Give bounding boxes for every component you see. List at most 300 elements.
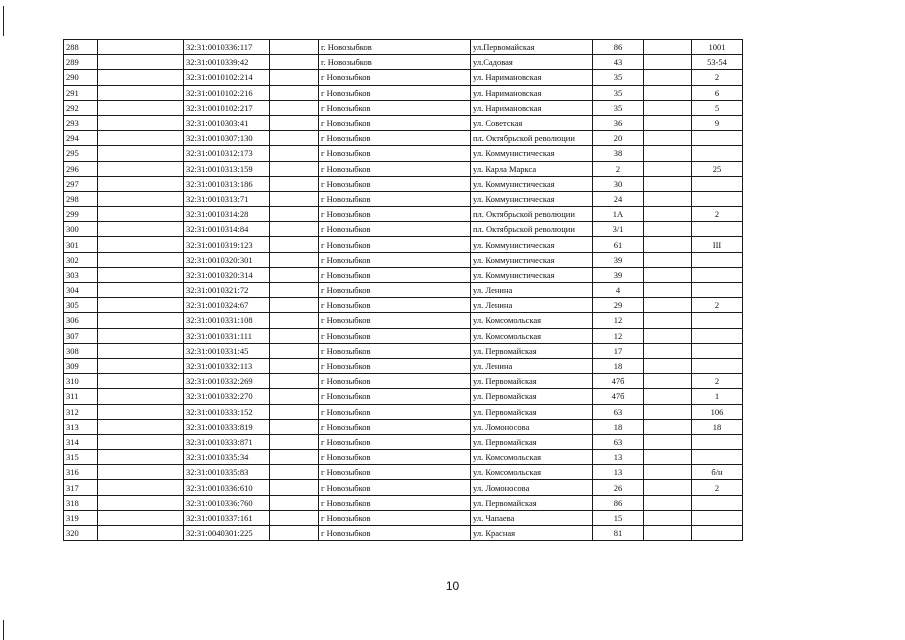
empty-cell: [98, 55, 184, 70]
table-row: [64, 419, 743, 434]
house-number-cell: 4: [593, 283, 644, 298]
house-number-cell: 35: [593, 70, 644, 85]
table-row: [64, 40, 743, 55]
city-cell: г Новозыбков: [319, 237, 471, 252]
apartment-cell: [692, 313, 743, 328]
scan-margin-mark-bottom: [3, 620, 4, 640]
empty-cell: [644, 389, 692, 404]
empty-cell: [644, 191, 692, 206]
city-cell: г. Новозыбков: [319, 55, 471, 70]
empty-cell: [644, 495, 692, 510]
row-number-cell: 317: [64, 480, 98, 495]
street-cell: ул. Коммунистическая: [471, 237, 593, 252]
house-number-cell: 39: [593, 267, 644, 282]
apartment-cell: [692, 358, 743, 373]
empty-cell: [98, 465, 184, 480]
row-number-cell: 297: [64, 176, 98, 191]
empty-cell: [270, 207, 319, 222]
empty-cell: [644, 161, 692, 176]
page-number: 10: [445, 579, 460, 593]
apartment-cell: [692, 343, 743, 358]
apartment-cell: [692, 191, 743, 206]
empty-cell: [644, 374, 692, 389]
house-number-cell: 86: [593, 495, 644, 510]
empty-cell: [98, 100, 184, 115]
empty-cell: [270, 70, 319, 85]
apartment-cell: III: [692, 237, 743, 252]
apartment-cell: 53-54: [692, 55, 743, 70]
empty-cell: [270, 222, 319, 237]
apartment-cell: [692, 252, 743, 267]
row-number-cell: 301: [64, 237, 98, 252]
empty-cell: [270, 283, 319, 298]
empty-cell: [270, 237, 319, 252]
table-body: [64, 40, 743, 541]
cadastral-number-cell: 32:31:0010333:152: [184, 404, 270, 419]
street-cell: пл. Октябрьской революции: [471, 131, 593, 146]
row-number-cell: 315: [64, 450, 98, 465]
empty-cell: [270, 374, 319, 389]
table-row: [64, 510, 743, 525]
table-row: [64, 237, 743, 252]
row-number-cell: 318: [64, 495, 98, 510]
city-cell: г Новозыбков: [319, 161, 471, 176]
empty-cell: [644, 480, 692, 495]
scan-margin-mark-top: [3, 6, 4, 36]
house-number-cell: 29: [593, 298, 644, 313]
house-number-cell: 47б: [593, 374, 644, 389]
empty-cell: [270, 131, 319, 146]
apartment-cell: [692, 146, 743, 161]
row-number-cell: 296: [64, 161, 98, 176]
empty-cell: [270, 115, 319, 130]
street-cell: ул. Первомайская: [471, 495, 593, 510]
empty-cell: [644, 298, 692, 313]
cadastral-number-cell: 32:31:0010333:871: [184, 434, 270, 449]
cadastral-number-cell: 32:31:0010314:28: [184, 207, 270, 222]
empty-cell: [644, 85, 692, 100]
city-cell: г Новозыбков: [319, 480, 471, 495]
row-number-cell: 320: [64, 526, 98, 541]
street-cell: ул. Красная: [471, 526, 593, 541]
house-number-cell: 81: [593, 526, 644, 541]
street-cell: пл. Октябрьской революции: [471, 222, 593, 237]
cadastral-number-cell: 32:31:0010324:67: [184, 298, 270, 313]
row-number-cell: 293: [64, 115, 98, 130]
empty-cell: [270, 434, 319, 449]
cadastral-number-cell: 32:31:0010102:216: [184, 85, 270, 100]
empty-cell: [270, 480, 319, 495]
house-number-cell: 36: [593, 115, 644, 130]
apartment-cell: 2: [692, 480, 743, 495]
city-cell: г Новозыбков: [319, 419, 471, 434]
apartment-cell: [692, 495, 743, 510]
street-cell: ул. Комсомольская: [471, 313, 593, 328]
cadastral-number-cell: 32:31:0010102:214: [184, 70, 270, 85]
city-cell: г Новозыбков: [319, 450, 471, 465]
table-row: [64, 70, 743, 85]
cadastral-number-cell: 32:31:0010331:45: [184, 343, 270, 358]
row-number-cell: 291: [64, 85, 98, 100]
cadastral-number-cell: 32:31:0010102:217: [184, 100, 270, 115]
cadastral-number-cell: 32:31:0010336:610: [184, 480, 270, 495]
empty-cell: [98, 495, 184, 510]
city-cell: г. Новозыбков: [319, 40, 471, 55]
house-number-cell: 13: [593, 450, 644, 465]
cadastral-number-cell: 32:31:0010336:117: [184, 40, 270, 55]
empty-cell: [270, 100, 319, 115]
empty-cell: [270, 252, 319, 267]
street-cell: ул. Чапаева: [471, 510, 593, 525]
empty-cell: [270, 450, 319, 465]
empty-cell: [270, 404, 319, 419]
cadastral-number-cell: 32:31:0010331:108: [184, 313, 270, 328]
table-row: [64, 115, 743, 130]
house-number-cell: 26: [593, 480, 644, 495]
empty-cell: [644, 176, 692, 191]
apartment-cell: 2: [692, 70, 743, 85]
cadastral-number-cell: 32:31:0010319:123: [184, 237, 270, 252]
row-number-cell: 304: [64, 283, 98, 298]
empty-cell: [270, 267, 319, 282]
street-cell: ул. Наримановская: [471, 70, 593, 85]
row-number-cell: 319: [64, 510, 98, 525]
empty-cell: [98, 419, 184, 434]
empty-cell: [270, 176, 319, 191]
city-cell: г Новозыбков: [319, 510, 471, 525]
empty-cell: [644, 222, 692, 237]
city-cell: г Новозыбков: [319, 526, 471, 541]
street-cell: ул. Ленина: [471, 298, 593, 313]
table-row: [64, 526, 743, 541]
street-cell: ул. Ломоносова: [471, 480, 593, 495]
city-cell: г Новозыбков: [319, 176, 471, 191]
house-number-cell: 47б: [593, 389, 644, 404]
table-row: [64, 267, 743, 282]
empty-cell: [644, 283, 692, 298]
apartment-cell: 2: [692, 374, 743, 389]
house-number-cell: 35: [593, 85, 644, 100]
empty-cell: [270, 85, 319, 100]
row-number-cell: 303: [64, 267, 98, 282]
cadastral-number-cell: 32:31:0010313:71: [184, 191, 270, 206]
empty-cell: [98, 131, 184, 146]
city-cell: г Новозыбков: [319, 313, 471, 328]
apartment-cell: [692, 328, 743, 343]
street-cell: ул. Ломоносова: [471, 419, 593, 434]
row-number-cell: 294: [64, 131, 98, 146]
row-number-cell: 299: [64, 207, 98, 222]
empty-cell: [270, 146, 319, 161]
row-number-cell: 298: [64, 191, 98, 206]
street-cell: ул. Наримановская: [471, 85, 593, 100]
empty-cell: [270, 298, 319, 313]
row-number-cell: 310: [64, 374, 98, 389]
city-cell: г Новозыбков: [319, 298, 471, 313]
row-number-cell: 311: [64, 389, 98, 404]
table-row: [64, 343, 743, 358]
row-number-cell: 288: [64, 40, 98, 55]
table-row: [64, 298, 743, 313]
city-cell: г Новозыбков: [319, 343, 471, 358]
apartment-cell: [692, 222, 743, 237]
apartment-cell: [692, 283, 743, 298]
row-number-cell: 305: [64, 298, 98, 313]
empty-cell: [644, 450, 692, 465]
street-cell: ул. Первомайская: [471, 343, 593, 358]
house-number-cell: 2: [593, 161, 644, 176]
street-cell: ул. Коммунистическая: [471, 191, 593, 206]
house-number-cell: 39: [593, 252, 644, 267]
table-row: [64, 191, 743, 206]
empty-cell: [644, 55, 692, 70]
street-cell: ул. Ленина: [471, 358, 593, 373]
street-cell: ул. Комсомольская: [471, 465, 593, 480]
table-row: [64, 146, 743, 161]
city-cell: г Новозыбков: [319, 283, 471, 298]
city-cell: г Новозыбков: [319, 115, 471, 130]
table-row: [64, 465, 743, 480]
table-row: [64, 176, 743, 191]
street-cell: ул. Коммунистическая: [471, 267, 593, 282]
empty-cell: [98, 222, 184, 237]
empty-cell: [644, 267, 692, 282]
empty-cell: [98, 40, 184, 55]
empty-cell: [98, 115, 184, 130]
empty-cell: [644, 313, 692, 328]
apartment-cell: [692, 267, 743, 282]
empty-cell: [644, 526, 692, 541]
empty-cell: [98, 450, 184, 465]
empty-cell: [270, 191, 319, 206]
empty-cell: [644, 237, 692, 252]
table-row: [64, 374, 743, 389]
cadastral-number-cell: 32:31:0010313:159: [184, 161, 270, 176]
row-number-cell: 316: [64, 465, 98, 480]
apartment-cell: 1001: [692, 40, 743, 55]
house-number-cell: 35: [593, 100, 644, 115]
empty-cell: [270, 419, 319, 434]
cadastral-number-cell: 32:31:0010332:270: [184, 389, 270, 404]
row-number-cell: 300: [64, 222, 98, 237]
row-number-cell: 306: [64, 313, 98, 328]
apartment-cell: [692, 176, 743, 191]
apartment-cell: [692, 510, 743, 525]
cadastral-number-cell: 32:31:0010320:314: [184, 267, 270, 282]
cadastral-number-cell: 32:31:0010335:34: [184, 450, 270, 465]
street-cell: ул. Первомайская: [471, 434, 593, 449]
row-number-cell: 302: [64, 252, 98, 267]
empty-cell: [98, 267, 184, 282]
empty-cell: [98, 480, 184, 495]
table-row: [64, 252, 743, 267]
cadastral-number-cell: 32:31:0010313:186: [184, 176, 270, 191]
house-number-cell: 24: [593, 191, 644, 206]
empty-cell: [98, 313, 184, 328]
table-row: [64, 222, 743, 237]
empty-cell: [98, 404, 184, 419]
city-cell: г Новозыбков: [319, 222, 471, 237]
house-number-cell: 38: [593, 146, 644, 161]
row-number-cell: 307: [64, 328, 98, 343]
street-cell: ул. Коммунистическая: [471, 252, 593, 267]
apartment-cell: [692, 434, 743, 449]
empty-cell: [98, 237, 184, 252]
row-number-cell: 313: [64, 419, 98, 434]
row-number-cell: 309: [64, 358, 98, 373]
empty-cell: [644, 510, 692, 525]
table-row: [64, 480, 743, 495]
row-number-cell: 295: [64, 146, 98, 161]
street-cell: ул. Коммунистическая: [471, 176, 593, 191]
empty-cell: [98, 191, 184, 206]
cadastral-number-cell: 32:31:0010312:173: [184, 146, 270, 161]
empty-cell: [98, 358, 184, 373]
city-cell: г Новозыбков: [319, 146, 471, 161]
cadastral-number-cell: 32:31:0010335:83: [184, 465, 270, 480]
empty-cell: [98, 526, 184, 541]
apartment-cell: 9: [692, 115, 743, 130]
empty-cell: [644, 404, 692, 419]
cadastral-number-cell: 32:31:0010314:84: [184, 222, 270, 237]
street-cell: ул.Садовая: [471, 55, 593, 70]
cadastral-number-cell: 32:31:0010332:113: [184, 358, 270, 373]
cadastral-number-cell: 32:31:0010339:42: [184, 55, 270, 70]
empty-cell: [98, 374, 184, 389]
table-row: [64, 207, 743, 222]
cadastral-number-cell: 32:31:0010337:161: [184, 510, 270, 525]
table-row: [64, 434, 743, 449]
table-row: [64, 100, 743, 115]
house-number-cell: 13: [593, 465, 644, 480]
house-number-cell: 12: [593, 313, 644, 328]
empty-cell: [270, 358, 319, 373]
table-row: [64, 313, 743, 328]
street-cell: ул. Советская: [471, 115, 593, 130]
empty-cell: [644, 328, 692, 343]
table-row: [64, 495, 743, 510]
house-number-cell: 17: [593, 343, 644, 358]
apartment-cell: 106: [692, 404, 743, 419]
empty-cell: [98, 70, 184, 85]
empty-cell: [98, 343, 184, 358]
empty-cell: [98, 207, 184, 222]
house-number-cell: 18: [593, 419, 644, 434]
empty-cell: [98, 85, 184, 100]
street-cell: ул.Первомайская: [471, 40, 593, 55]
apartment-cell: 25: [692, 161, 743, 176]
house-number-cell: 63: [593, 434, 644, 449]
cadastral-number-cell: 32:31:0040301:225: [184, 526, 270, 541]
empty-cell: [270, 343, 319, 358]
house-number-cell: 43: [593, 55, 644, 70]
row-number-cell: 312: [64, 404, 98, 419]
apartment-cell: 2: [692, 298, 743, 313]
house-number-cell: 12: [593, 328, 644, 343]
empty-cell: [270, 40, 319, 55]
house-number-cell: 86: [593, 40, 644, 55]
house-number-cell: 3/1: [593, 222, 644, 237]
street-cell: пл. Октябрьской революции: [471, 207, 593, 222]
street-cell: ул. Карла Маркса: [471, 161, 593, 176]
table-row: [64, 358, 743, 373]
empty-cell: [644, 207, 692, 222]
street-cell: ул. Первомайская: [471, 374, 593, 389]
city-cell: г Новозыбков: [319, 267, 471, 282]
empty-cell: [98, 389, 184, 404]
city-cell: г Новозыбков: [319, 70, 471, 85]
empty-cell: [644, 131, 692, 146]
city-cell: г Новозыбков: [319, 252, 471, 267]
empty-cell: [270, 328, 319, 343]
city-cell: г Новозыбков: [319, 434, 471, 449]
house-number-cell: 15: [593, 510, 644, 525]
empty-cell: [270, 526, 319, 541]
city-cell: г Новозыбков: [319, 404, 471, 419]
property-registry-table: [63, 39, 743, 541]
empty-cell: [98, 328, 184, 343]
cadastral-number-cell: 32:31:0010333:819: [184, 419, 270, 434]
row-number-cell: 308: [64, 343, 98, 358]
cadastral-number-cell: 32:31:0010303:41: [184, 115, 270, 130]
cadastral-number-cell: 32:31:0010331:111: [184, 328, 270, 343]
city-cell: г Новозыбков: [319, 495, 471, 510]
street-cell: ул. Первомайская: [471, 404, 593, 419]
cadastral-number-cell: 32:31:0010320:301: [184, 252, 270, 267]
empty-cell: [644, 146, 692, 161]
empty-cell: [98, 283, 184, 298]
table-row: [64, 450, 743, 465]
house-number-cell: 1А: [593, 207, 644, 222]
apartment-cell: 6: [692, 85, 743, 100]
city-cell: г Новозыбков: [319, 358, 471, 373]
empty-cell: [98, 161, 184, 176]
city-cell: г Новозыбков: [319, 207, 471, 222]
apartment-cell: 5: [692, 100, 743, 115]
empty-cell: [644, 419, 692, 434]
table-row: [64, 389, 743, 404]
empty-cell: [644, 358, 692, 373]
house-number-cell: 63: [593, 404, 644, 419]
empty-cell: [644, 115, 692, 130]
row-number-cell: 292: [64, 100, 98, 115]
house-number-cell: 18: [593, 358, 644, 373]
cadastral-number-cell: 32:31:0010336:760: [184, 495, 270, 510]
empty-cell: [270, 495, 319, 510]
table-row: [64, 404, 743, 419]
street-cell: ул. Первомайская: [471, 389, 593, 404]
cadastral-number-cell: 32:31:0010321:72: [184, 283, 270, 298]
street-cell: ул. Наримановская: [471, 100, 593, 115]
empty-cell: [270, 55, 319, 70]
cadastral-number-cell: 32:31:0010307:130: [184, 131, 270, 146]
street-cell: ул. Коммунистическая: [471, 146, 593, 161]
city-cell: г Новозыбков: [319, 465, 471, 480]
empty-cell: [270, 465, 319, 480]
street-cell: ул. Комсомольская: [471, 450, 593, 465]
empty-cell: [644, 70, 692, 85]
empty-cell: [98, 176, 184, 191]
apartment-cell: 2: [692, 207, 743, 222]
city-cell: г Новозыбков: [319, 100, 471, 115]
table-row: [64, 283, 743, 298]
cadastral-number-cell: 32:31:0010332:269: [184, 374, 270, 389]
row-number-cell: 290: [64, 70, 98, 85]
city-cell: г Новозыбков: [319, 131, 471, 146]
empty-cell: [270, 510, 319, 525]
empty-cell: [270, 313, 319, 328]
table-row: [64, 328, 743, 343]
